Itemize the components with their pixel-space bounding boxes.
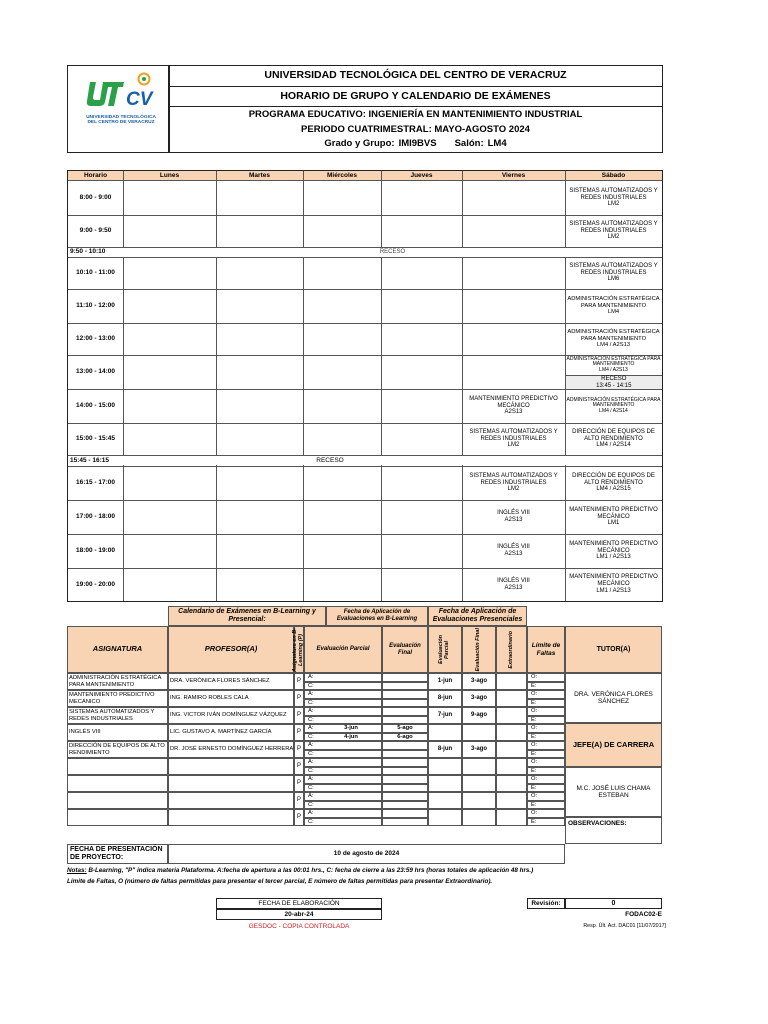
time-cell: 9:00 - 9:50 xyxy=(79,227,112,235)
col-limite: Límite de Faltas xyxy=(527,626,565,673)
presentacion-value: 10 de agosto de 2024 xyxy=(168,844,565,864)
logo-caption-2: DEL CENTRO DE VERACRUZ xyxy=(87,120,155,126)
class-sabado: ADMINISTRACIÓN ESTRATÉGICA PARA MANTENIMIENTO LM4 / A2S14 xyxy=(566,396,661,414)
col-jueves: Jueves xyxy=(410,172,433,180)
time-cell: 10:10 - 11:00 xyxy=(76,269,115,277)
c-parcial xyxy=(320,767,382,776)
jefe-label: JEFE(A) DE CARRERA xyxy=(565,723,662,767)
class-viernes: SISTEMAS AUTOMATIZADOS Y REDES INDUSTRIALES LM2 xyxy=(469,428,558,449)
exam-profesor: ING. RAMIRO ROBLES CALA xyxy=(168,690,294,707)
col-horario: Horario xyxy=(83,172,108,180)
group-value: IMI9BVS xyxy=(398,137,437,149)
label-c: C: xyxy=(304,716,382,725)
class-viernes: INGLÉS VIII A2S13 xyxy=(497,510,530,523)
responsible-update: Resp. Últ. Act. DAC01 [11/07/2017] xyxy=(583,923,666,929)
time-cell: 12:00 - 13:00 xyxy=(75,335,116,343)
c-final xyxy=(382,801,428,810)
col-pres-parcial xyxy=(428,626,462,673)
notes-prefix: Notas: xyxy=(67,867,87,874)
pres-parcial: 1-jun xyxy=(428,673,462,690)
extra-cell xyxy=(496,792,527,809)
notes-line-2: Límite de Faltas, O (número de faltas permitidas para presentar el tercer parcial, E número de faltas permitidas para presentar Extraordinario). xyxy=(67,878,493,885)
extra-cell xyxy=(496,724,527,741)
tutor-name: DRA. VERÓNICA FLORES SÁNCHEZ xyxy=(565,673,662,723)
time-cell: 14:00 - 15:00 xyxy=(75,402,116,410)
extra-cell xyxy=(496,673,527,690)
c-parcial xyxy=(320,716,382,725)
col-extra xyxy=(496,626,527,673)
c-parcial xyxy=(320,818,382,827)
c-final xyxy=(382,818,428,827)
pres-parcial: 8-jun xyxy=(428,690,462,707)
pres-parcial: 8-jun xyxy=(428,741,462,758)
label-c: C: xyxy=(304,750,382,759)
revision-value: 0 xyxy=(565,898,662,909)
label-a: A: xyxy=(304,741,382,750)
label-o: O: xyxy=(527,775,565,784)
class-sabado: SISTEMAS AUTOMATIZADOS Y REDES INDUSTRIALES LM6 xyxy=(569,262,658,283)
observaciones-box xyxy=(565,817,662,844)
time-cell: 18:00 - 19:00 xyxy=(75,547,116,555)
col-pres-final-label: Evaluación Final xyxy=(475,627,482,672)
c-parcial xyxy=(320,750,382,759)
group-label: Grado y Grupo: xyxy=(324,137,395,149)
pres-parcial: 7-jun xyxy=(428,707,462,724)
receso-label: RECESO xyxy=(316,456,344,464)
c-parcial xyxy=(320,682,382,691)
gesdoc-label: GESDOC - COPIA CONTROLADA xyxy=(248,923,350,931)
label-c: C: xyxy=(304,767,382,776)
class-viernes: INGLÉS VIII A2S13 xyxy=(497,577,530,591)
a-final xyxy=(382,741,428,750)
a-parcial xyxy=(320,775,382,784)
a-final xyxy=(382,809,428,818)
col-pres-final xyxy=(462,626,496,673)
class-viernes: SISTEMAS AUTOMATIZADOS Y REDES INDUSTRIALES LM2 xyxy=(469,472,558,493)
university-title: UNIVERSIDAD TECNOLÓGICA DEL CENTRO DE VERACRUZ xyxy=(264,69,567,82)
class-sabado: DIRECCIÓN DE EQUIPOS DE ALTO RENDIMIENTO LM4 / A2S15 xyxy=(572,472,655,493)
col-viernes: Viernes xyxy=(501,172,526,180)
c-final xyxy=(382,716,428,725)
label-e: E: xyxy=(527,716,565,725)
elaboracion-label: FECHA DE ELABORACIÓN xyxy=(216,898,382,909)
class-sabado: DIRECCIÓN DE EQUIPOS DE ALTO RENDIMIENTO LM4 / A2S14 xyxy=(572,428,655,449)
exam-platform: P xyxy=(294,741,304,758)
extra-cell xyxy=(496,690,527,707)
class-sabado: MANTENIMIENTO PREDICTIVO MECÁNICO LM1 / A2S13 xyxy=(569,574,658,594)
period-title: PERIODO CUATRIMESTRAL: MAYO-AGOSTO 2024 xyxy=(301,123,530,135)
exam-profesor: DR. JOSÉ ERNESTO DOMÍNGUEZ HERRERA xyxy=(168,741,294,758)
class-sabado: ADMINISTRACIÓN ESTRATÉGICA PARA MANTENIMIENTO LM4 / A2S13 xyxy=(566,355,661,373)
label-a: A: xyxy=(304,724,382,733)
class-sabado: ADMINISTRACIÓN ESTRATÉGICA PARA MANTENIMIENTO LM4 xyxy=(567,296,660,316)
time-cell: 19:00 - 20:00 xyxy=(75,580,116,588)
exam-profesor xyxy=(168,809,294,826)
exam-platform: P xyxy=(294,690,304,707)
a-final xyxy=(382,758,428,767)
label-o: O: xyxy=(527,724,565,733)
label-o: O: xyxy=(527,690,565,699)
time-cell: 9:50 - 10:10 xyxy=(70,248,106,256)
presencial-title: Fecha de Aplicación de Evaluaciones Presenciales xyxy=(428,606,527,626)
c-final xyxy=(382,784,428,793)
calendar-title: Calendario de Exámenes en B-Learning y Presencial: xyxy=(168,606,326,626)
class-viernes: MANTENIMIENTO PREDICTIVO MECÁNICO A2S13 xyxy=(469,395,558,416)
exam-asignatura: ADMINISTRACIÓN ESTRATÉGICA PARA MANTENIMIENTO xyxy=(67,673,168,690)
receso-label: RECESO xyxy=(379,248,406,255)
label-e: E: xyxy=(527,682,565,691)
exam-asignatura: SISTEMAS AUTOMATIZADOS Y REDES INDUSTRIALES xyxy=(67,707,168,724)
label-a: A: xyxy=(304,690,382,699)
exam-asignatura xyxy=(67,775,168,792)
c-parcial xyxy=(320,801,382,810)
a-parcial: 3-jun xyxy=(344,725,358,731)
document-title: HORARIO DE GRUPO Y CALENDARIO DE EXÁMENES xyxy=(280,89,551,102)
class-sabado: SISTEMAS AUTOMATIZADOS Y REDES INDUSTRIALES LM2 xyxy=(569,187,658,208)
a-parcial xyxy=(320,690,382,699)
time-cell: 11:10 - 12:00 xyxy=(76,302,115,310)
jefe-name: M.C. JOSÉ LUIS CHAMA ESTEBAN xyxy=(565,767,662,817)
a-parcial xyxy=(320,792,382,801)
col-martes: Martes xyxy=(249,172,270,180)
exam-profesor xyxy=(168,775,294,792)
exam-asignatura xyxy=(67,792,168,809)
exam-profesor: DRA. VERÓNICA FLORES SÁNCHEZ xyxy=(168,673,294,690)
utcv-logo xyxy=(84,70,158,132)
svg-text:CV: CV xyxy=(126,89,153,110)
label-o: O: xyxy=(527,809,565,818)
notes-text: B-Learning, "P" indica materia Plataforma. A:fecha de apertura a las 00:01 hrs., C: fecha de cierre a las 23:59 hrs (horas totales de aplicación 48 hrs.) xyxy=(86,867,534,874)
col-tutor: TUTOR(A) xyxy=(565,626,662,673)
c-final xyxy=(382,699,428,708)
extra-cell xyxy=(496,775,527,792)
exam-platform: P xyxy=(294,792,304,809)
pres-parcial xyxy=(428,809,462,826)
exam-platform: P xyxy=(294,758,304,775)
label-e: E: xyxy=(527,818,565,827)
label-c: C: xyxy=(304,801,382,810)
a-final xyxy=(382,775,428,784)
label-a: A: xyxy=(304,758,382,767)
exam-asignatura xyxy=(67,809,168,826)
c-final xyxy=(382,767,428,776)
exam-platform: P xyxy=(294,673,304,690)
exam-asignatura: DIRECCIÓN DE EQUIPOS DE ALTO RENDIMIENTO xyxy=(67,741,168,758)
pres-parcial xyxy=(428,724,462,741)
exam-profesor: ING. VICTOR IVÁN DOMÍNGUEZ VÁZQUEZ xyxy=(168,707,294,724)
exam-platform: P xyxy=(294,707,304,724)
class-sabado: SISTEMAS AUTOMATIZADOS Y REDES INDUSTRIALES LM2 xyxy=(569,220,658,241)
a-final xyxy=(382,707,428,716)
exam-platform: P xyxy=(294,724,304,741)
label-e: E: xyxy=(527,801,565,810)
pres-final xyxy=(462,775,496,792)
pres-final: 3-ago xyxy=(462,673,496,690)
time-cell: 17:00 - 18:00 xyxy=(75,513,116,521)
col-extra-label: Extraordinario xyxy=(507,630,514,669)
time-cell: 8:00 - 9:00 xyxy=(79,194,112,202)
label-a: A: xyxy=(304,775,382,784)
col-lunes: Lunes xyxy=(159,172,180,180)
label-c: C: xyxy=(304,784,382,793)
extra-cell xyxy=(496,758,527,775)
pres-final: 3-ago xyxy=(462,741,496,758)
pres-final: 9-ago xyxy=(462,707,496,724)
presentacion-label: FECHA DE PRESENTACIÓN DE PROYECTO: xyxy=(67,844,168,864)
observaciones-label: OBSERVACIONES: xyxy=(568,820,627,827)
time-cell: 15:00 - 15:45 xyxy=(75,435,116,443)
label-o: O: xyxy=(527,673,565,682)
c-parcial xyxy=(320,784,382,793)
pres-final xyxy=(462,724,496,741)
c-final xyxy=(382,682,428,691)
elaboracion-value: 20-abr-24 xyxy=(216,909,382,920)
a-parcial xyxy=(320,741,382,750)
pres-final xyxy=(462,809,496,826)
exam-asignatura: INGLÉS VIII xyxy=(67,724,168,741)
a-parcial xyxy=(320,707,382,716)
exam-profesor: LIC. GUSTAVO A. MARTÍNEZ GARCÍA xyxy=(168,724,294,741)
pres-final xyxy=(462,758,496,775)
pres-final: 3-ago xyxy=(462,690,496,707)
pres-parcial xyxy=(428,775,462,792)
blearning-title: Fecha de Aplicación de Evaluaciones en B-Learning xyxy=(326,606,428,626)
col-eval-parcial: Evaluación Parcial xyxy=(304,626,382,673)
label-o: O: xyxy=(527,758,565,767)
exam-platform: P xyxy=(294,775,304,792)
exam-profesor xyxy=(168,758,294,775)
pres-parcial xyxy=(428,792,462,809)
a-final: 5-ago xyxy=(382,724,428,733)
label-o: O: xyxy=(527,792,565,801)
a-final xyxy=(382,690,428,699)
a-parcial xyxy=(320,758,382,767)
col-profesor: PROFESOR(A) xyxy=(168,626,294,673)
pres-parcial xyxy=(428,758,462,775)
c-final xyxy=(382,750,428,759)
label-e: E: xyxy=(527,750,565,759)
label-e: E: xyxy=(527,733,565,742)
class-sabado: MANTENIMIENTO PREDICTIVO MECÁNICO LM1 xyxy=(569,506,658,527)
notes-line-1 xyxy=(67,867,667,874)
c-parcial: 4-jun xyxy=(344,733,358,740)
time-cell: 15:45 - 16:15 xyxy=(70,456,110,464)
label-e: E: xyxy=(527,767,565,776)
pres-final xyxy=(462,792,496,809)
class-viernes: INGLÉS VIII A2S13 xyxy=(497,544,530,557)
revision-label: Revisión: xyxy=(527,898,565,909)
a-final xyxy=(382,673,428,682)
a-parcial xyxy=(320,809,382,818)
header-line-2 xyxy=(168,106,663,107)
label-e: E: xyxy=(527,699,565,708)
col-asignatura: ASIGNATURA xyxy=(67,626,168,673)
room-value: LM4 xyxy=(487,137,507,149)
exam-profesor xyxy=(168,792,294,809)
col-platform xyxy=(294,626,304,673)
label-e: E: xyxy=(527,784,565,793)
exam-asignatura: MANTENIMIENTO PREDICTIVO MECÁNICO xyxy=(67,690,168,707)
label-c: C: xyxy=(304,818,382,827)
extra-cell xyxy=(496,741,527,758)
group-line xyxy=(168,137,663,151)
label-a: A: xyxy=(304,707,382,716)
a-final xyxy=(382,792,428,801)
logo-caption-1: UNIVERSIDAD TECNOLÓGICA xyxy=(86,115,156,120)
col-platform-label: Asignatura en B-Learning (P) xyxy=(292,627,304,672)
program-title: PROGRAMA EDUCATIVO: INGENIERÍA EN MANTENIMIENTO INDUSTRIAL xyxy=(248,108,583,120)
c-final: 6-ago xyxy=(382,733,428,742)
c-parcial xyxy=(320,699,382,708)
label-a: A: xyxy=(304,792,382,801)
room-label: Salón: xyxy=(454,137,484,149)
extra-cell xyxy=(496,809,527,826)
label-o: O: xyxy=(527,741,565,750)
exam-platform: P xyxy=(294,809,304,826)
col-pres-parcial-label: Evaluación Parcial xyxy=(438,634,450,665)
label-a: A: xyxy=(304,673,382,682)
time-cell: 13:00 - 14:00 xyxy=(75,368,116,376)
time-cell: 16:15 - 17:00 xyxy=(75,479,116,487)
col-miercoles: Miércoles xyxy=(327,172,357,180)
col-sabado: Sábado xyxy=(601,172,626,180)
a-parcial xyxy=(320,673,382,682)
class-sabado: ADMINISTRACIÓN ESTRATÉGICA PARA MANTENIMIENTO LM4 / A2S13 xyxy=(567,329,660,349)
col-eval-final: Evaluación Final xyxy=(382,626,428,673)
label-c: C: xyxy=(304,682,382,691)
exam-asignatura xyxy=(67,758,168,775)
sabado-receso: RECESO 13:45 - 14:15 xyxy=(566,375,662,389)
document-code: FODAC02-E xyxy=(625,911,662,918)
label-c: C: xyxy=(304,699,382,708)
extra-cell xyxy=(496,707,527,724)
label-a: A: xyxy=(304,809,382,818)
label-c: C: xyxy=(304,733,382,742)
label-o: O: xyxy=(527,707,565,716)
class-sabado: MANTENIMIENTO PREDICTIVO MECÁNICO LM1 / A2S13 xyxy=(569,540,658,561)
